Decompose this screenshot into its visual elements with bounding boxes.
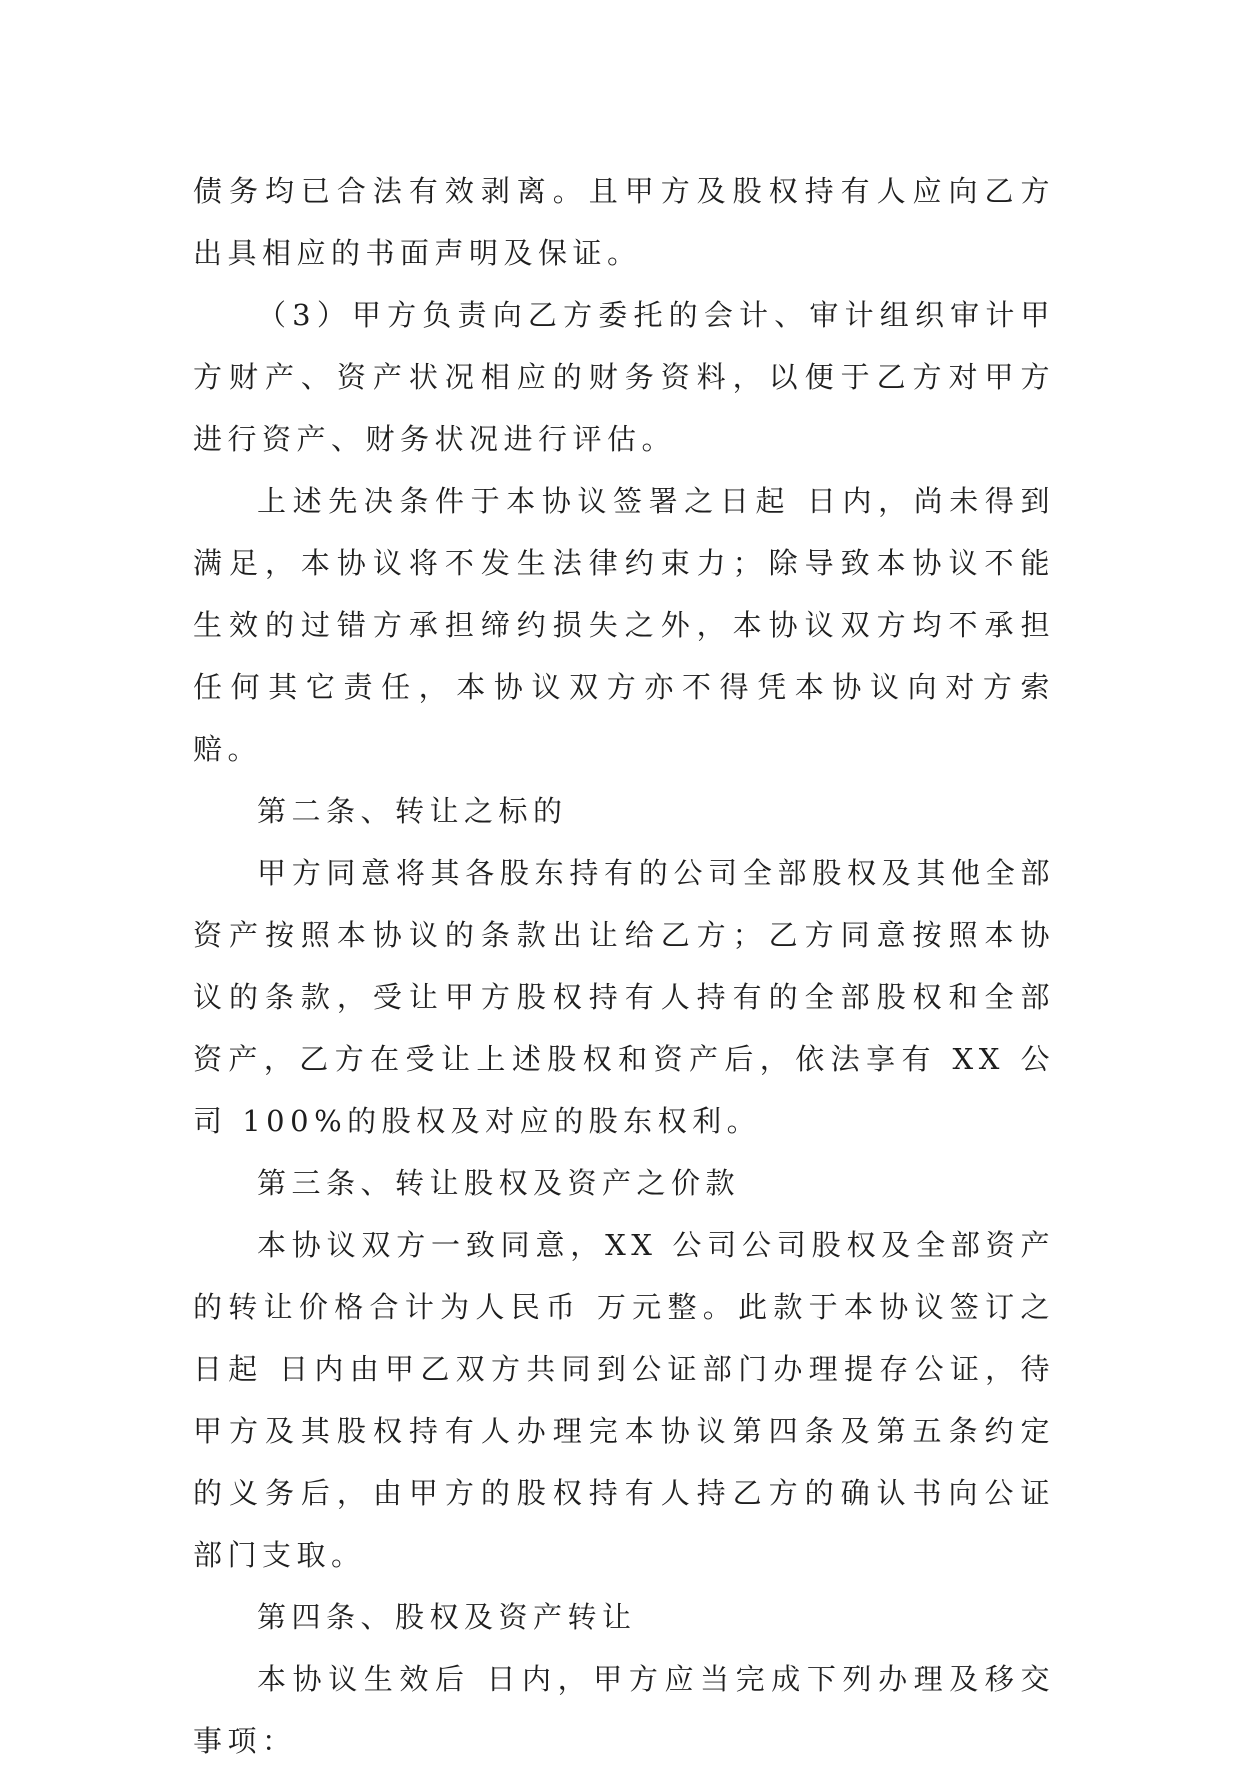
heading-article-4: 第四条、股权及资产转让 [257,1600,637,1634]
document-body [193,160,1055,1772]
paragraph-debt-stripped: 债务均已合法有效剥离。且甲方及股权持有人应向乙方出具相应的书面声明及保证。 [193,174,1055,270]
paragraph-handover-items: 本协议生效后 日内，甲方应当完成下列办理及移交事项： [193,1662,1055,1758]
paragraph-transfer-price: 本协议双方一致同意，XX 公司公司股权及全部资产的转让价格合计为人民币 万元整。此款于本协议签订之日起 日内由甲乙双方共同到公证部门办理提存公证，待甲方及其股权持有人办理完本协议第四条及第五条约定的义务后，由甲方的股权持有人持乙方的确认书向公证部门支取。 [193,1228,1055,1572]
paragraph-clause-3-audit: （3）甲方负责向乙方委托的会计、审计组织审计甲方财产、资产状况相应的财务资料，以便于乙方对甲方进行资产、财务状况进行评估。 [193,298,1055,456]
heading-article-2: 第二条、转让之标的 [257,794,568,828]
paragraph-precondition: 上述先决条件于本协议签署之日起 日内，尚未得到满足，本协议将不发生法律约束力；除导致本协议不能生效的过错方承担缔约损失之外，本协议双方均不承担任何其它责任，本协议双方亦不得凭本协议向对方索赔。 [193,484,1055,766]
paragraph-transfer-subject: 甲方同意将其各股东持有的公司全部股权及其他全部资产按照本协议的条款出让给乙方；乙方同意按照本协议的条款，受让甲方股权持有人持有的全部股权和全部资产，乙方在受让上述股权和资产后，依法享有 XX 公司 100%的股权及对应的股东权利。 [193,856,1055,1138]
heading-article-3: 第三条、转让股权及资产之价款 [257,1166,741,1200]
